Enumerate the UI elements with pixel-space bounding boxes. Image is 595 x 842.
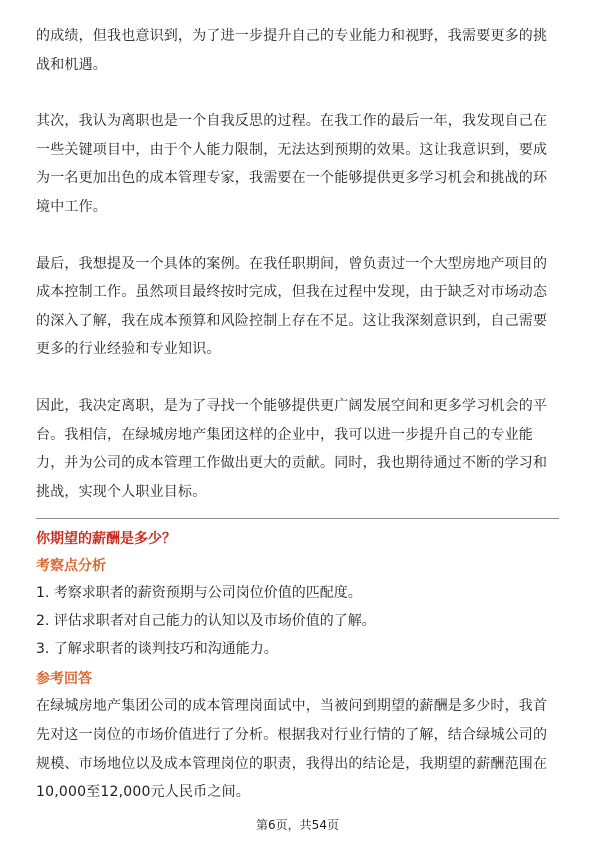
body-paragraph-3: 最后，我想提及一个具体的案例。在我任职期间，曾负责过一个大型房地产项目的 成本控制工作。虽然项目最终按时完成，但我在过程中发现，由于缺乏对市场动态 的深入了解，我在成本预算和风险控制上存在不足。这让我深刻意识到，自己需要 更多的行业经验和专业知识。 [36,255,548,358]
analysis-point-1: 1. 考察求职者的薪资预期与公司岗位价值的匹配度。 [36,585,362,602]
body-paragraph-4: 因此，我决定离职，是为了寻找一个能够提供更广阔发展空间和更多学习机会的平 台。我相信，在绿城房地产集团这样的企业中，我可以进一步提升自己的专业能 力，并为公司的成本管理工作做出更大的贡献。同时，我也期待通过不断的学习和 挑战，实现个人职业目标。 [36,397,548,500]
section-divider [36,518,559,519]
page-number-footer: 第6页，共54页 [256,818,339,832]
question-heading: 你期望的薪酬是多少？ [36,531,176,548]
paragraph-spacer [36,222,559,250]
body-paragraph-2: 其次，我认为离职也是一个自我反思的过程。在我工作的最后一年，我发现自己在 一些关键项目中，由于个人能力限制，无法达到预期的效果。这让我意识到，要成 为一名更加出色的成本管理专家，我需要在一个能够提供更多学习机会和挑战的环 境中工作。 [36,113,548,215]
analysis-points [36,579,559,663]
answer-title: 参考回答 [36,671,92,688]
body-paragraph-1: 的成绩，但我也意识到，为了进一步提升自己的专业能力和视野，我需要更多的挑 战和机遇。 [36,28,548,73]
paragraph-spacer [36,79,559,107]
paragraph-spacer [36,364,559,392]
answer-text: 在绿城房地产集团公司的成本管理岗面试中，当被问到期望的薪酬是多少时，我首 先对这一岗位的市场价值进行了分析。根据我对行业行情的了解，结合绿城公司的 规模、市场地位以及成本管理岗位的职责，我得出的结论是，我期望的薪酬范围在 10,000至12,000元人民币之间。 [36,698,548,801]
analysis-point-3: 3. 了解求职者的谈判技巧和沟通能力。 [36,641,278,658]
analysis-title: 考察点分析 [36,558,106,575]
page-content [36,22,559,807]
analysis-point-2: 2. 评估求职者对自己能力的认知以及市场价值的了解。 [36,613,376,630]
